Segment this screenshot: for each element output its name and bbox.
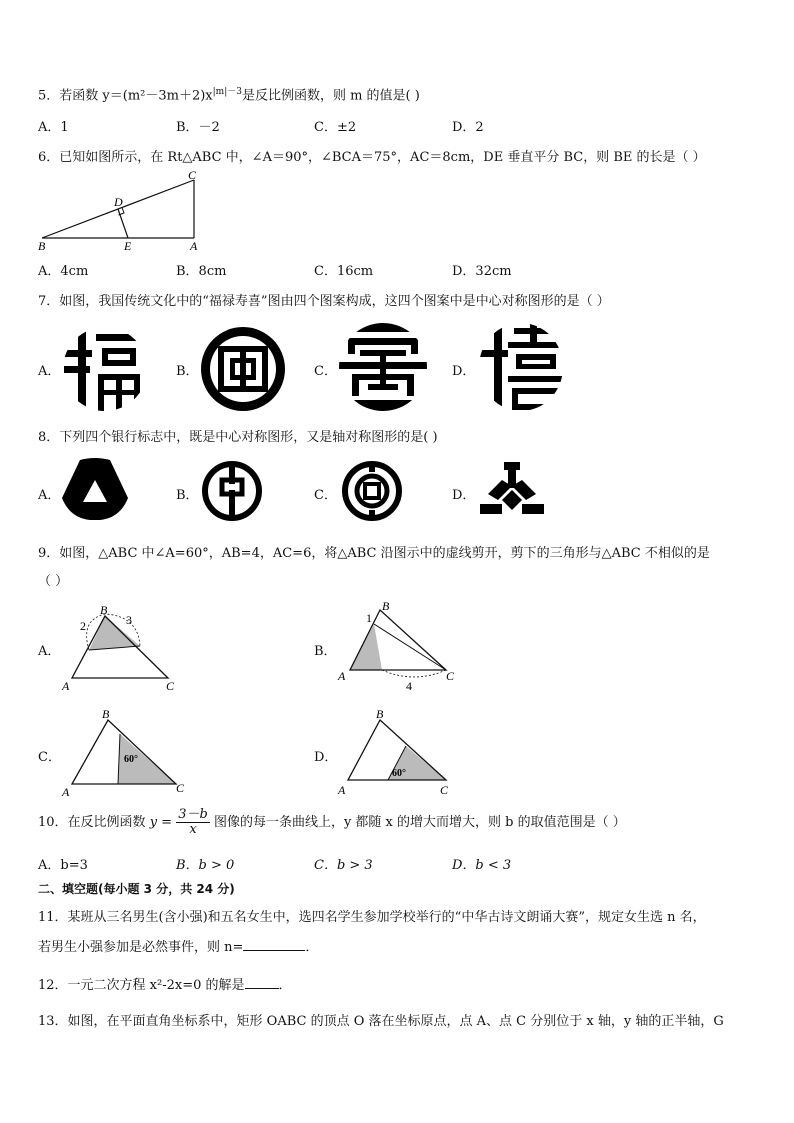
- q9-option-b: B．: [314, 644, 337, 659]
- q5-option-d: D．2: [452, 120, 484, 135]
- q7-option-d: D．: [452, 364, 476, 379]
- bank-logo-china-icon: [200, 460, 264, 522]
- q6-triangle-figure: [34, 168, 214, 252]
- q5-stem: 5．若函数 $y=(m^2-3m+2)x^{|m|-3}$是反比例函数，则 m 的值是( ): [38, 87, 420, 104]
- q6-option-a: A．4cm: [38, 264, 89, 279]
- q9a-label-c: C: [166, 679, 175, 692]
- section-title-fill-in: 二、填空题(每小题 3 分，共 24 分): [38, 882, 235, 896]
- q10-stem: 10．在反比例函数 y = $\frac{3-b}{x}$ 图像的每一条曲线上，y 都随 x 的增大而增大，则 b 的取值范围是（ ）: [38, 807, 626, 837]
- q5-option-a: A．1: [38, 120, 69, 135]
- q9-stem-line1: 9．如图，△ABC 中∠A=60°，AB=4，AC=6，将△ABC 沿图示中的虚线剪开，剪下的三角形与△ABC 不相似的是: [38, 546, 710, 561]
- q9b-label-1: 1: [366, 611, 372, 625]
- q7-option-c: C．: [314, 364, 337, 379]
- bank-logo-triangle-icon: [60, 458, 130, 522]
- q9d-label-angle: 60°: [392, 768, 406, 779]
- q7-option-b: B．: [176, 364, 199, 379]
- q9c-label-angle: 60°: [124, 754, 138, 765]
- lu-seal-icon: [200, 326, 286, 412]
- q6-label-a: A: [190, 239, 198, 252]
- q5-option-c: C．±2: [314, 120, 357, 135]
- q9-option-d: D．: [314, 750, 338, 765]
- q12-line: 12．一元二次方程 x²-2x=0 的解是 ．: [38, 978, 292, 993]
- q7-stem: 7．如图，我国传统文化中的“福禄寿喜”图由四个图案构成，这四个图案中是中心对称图形的是（ ）: [38, 294, 610, 309]
- bank-logo-coin-icon: [340, 460, 404, 522]
- q6-label-c: C: [188, 168, 197, 182]
- q9-option-a: A．: [38, 644, 61, 659]
- xi-seal-icon: [478, 322, 564, 412]
- q6-label-b: B: [38, 239, 46, 252]
- q6-option-d: D．32cm: [452, 264, 512, 279]
- q8-option-c: C．: [314, 488, 337, 503]
- q9c-label-c: C: [176, 781, 185, 795]
- q11-line2: 若男生小强参加是必然事件，则 n= ．: [38, 940, 319, 955]
- q9d-label-b: B: [376, 707, 384, 721]
- q9b-label-b: B: [382, 599, 390, 613]
- q11-answer-blank[interactable]: [243, 940, 305, 951]
- q9-figure-a: [58, 600, 188, 692]
- q10-option-c: C．b > 3: [314, 858, 373, 873]
- q5-exponent: |m|－3: [212, 87, 242, 97]
- shou-seal-icon: [338, 322, 428, 412]
- q10-option-b: B．b > 0: [176, 858, 235, 873]
- q9a-label-b: B: [100, 603, 108, 617]
- q8-option-d: D．: [452, 488, 476, 503]
- q9a-label-3: 3: [126, 613, 132, 627]
- q9-option-c: C．: [38, 750, 61, 765]
- q6-label-e: E: [124, 239, 132, 252]
- q8-option-b: B．: [176, 488, 199, 503]
- q12-answer-blank[interactable]: [245, 978, 279, 989]
- q6-option-b: B．8cm: [176, 264, 227, 279]
- q9d-label-c: C: [440, 783, 449, 797]
- q7-option-a: A．: [38, 364, 61, 379]
- q6-option-c: C．16cm: [314, 264, 374, 279]
- q10-option-d: D．b < 3: [452, 858, 512, 873]
- q8-option-a: A．: [38, 488, 61, 503]
- q9b-label-4: 4: [406, 679, 412, 693]
- q11-line1: 11．某班从三名男生(含小强)和五名女生中，选四名学生参加学校举行的“中华古诗文朗诵大赛”，规定女生选 n 名，: [38, 910, 706, 925]
- q6-stem: 6．已知如图所示，在 Rt△ABC 中，∠A＝90°，∠BCA＝75°，AC＝8cm，DE 垂直平分 BC，则 BE 的长是（ ）: [38, 150, 706, 165]
- q8-stem: 8．下列四个银行标志中，既是中心对称图形，又是轴对称图形的是( ): [38, 430, 438, 445]
- q9a-label-a: A: [62, 679, 70, 692]
- bank-logo-construction-icon: [478, 460, 546, 520]
- q9-figure-c: [58, 704, 188, 800]
- q10-func-lhs: y =: [149, 814, 173, 830]
- fu-seal-icon: [62, 326, 148, 412]
- q9b-label-a: A: [338, 669, 346, 683]
- q9-figure-d: [334, 704, 464, 800]
- q9b-label-c: C: [446, 669, 455, 683]
- q9d-label-a: A: [338, 783, 346, 797]
- q9-stem-line2: （ ）: [38, 574, 69, 589]
- q9c-label-b: B: [102, 707, 110, 721]
- q10-option-a: A．b=3: [38, 858, 88, 873]
- q9-figure-b: [334, 598, 464, 694]
- q10-fraction: $\frac{3-b}{x}$: [178, 807, 208, 837]
- q6-label-d: D: [114, 195, 123, 209]
- q5-option-b: B．－2: [176, 120, 220, 135]
- q13-line: 13．如图，在平面直角坐标系中，矩形 OABC 的顶点 O 落在坐标原点，点 A、点 C 分别位于 x 轴，y 轴的正半轴，G: [38, 1014, 724, 1029]
- q9c-label-a: A: [62, 785, 70, 799]
- q9a-label-2: 2: [80, 619, 86, 633]
